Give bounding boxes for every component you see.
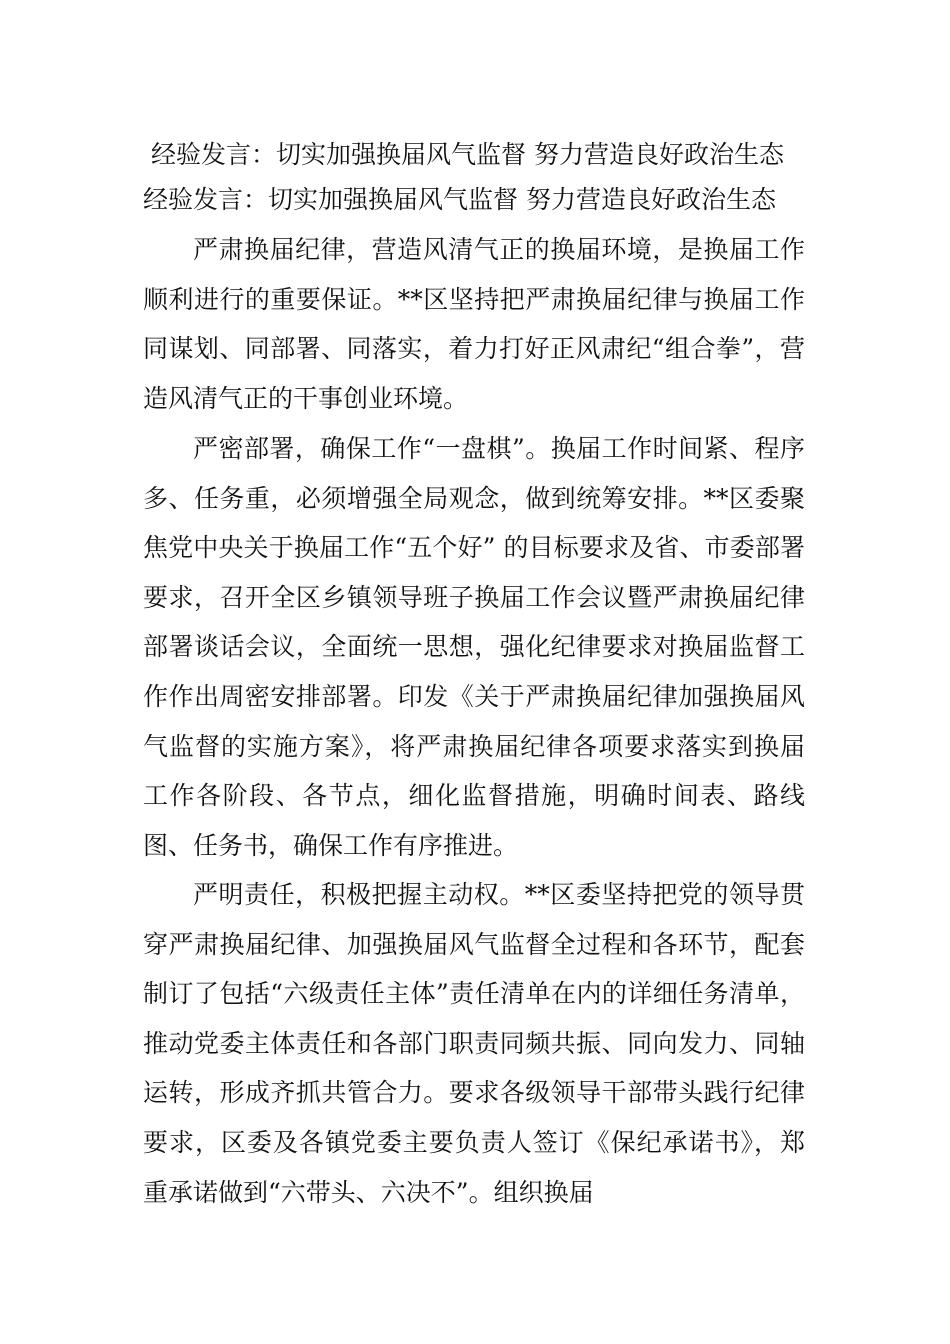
paragraph-deployment: 严密部署，确保工作“一盘棋”。换届工作时间紧、程序多、任务重，必须增强全局观念，做到统筹安排。**区委聚焦党中央关于换届工作“五个好” 的目标要求及省、市委部署要求，召开全区乡镇领导班子换届工作会议暨严肃换届纪律部署谈话会议，全面统一思想，强化纪律要求对换届监督工作作出周密安排部署。印发《关于严肃换届纪律加强换届风气监督的实施方案》，将严肃换届纪律各项要求落实到换届工作各阶段、各节点，细化监督措施，明确时间表、路线图、任务书，确保工作有序推进。 [143,434,805,860]
paragraph-responsibility: 严明责任，积极把握主动权。**区委坚持把党的领导贯穿严肃换届纪律、加强换届风气监督全过程和各环节，配套制订了包括“六级责任主体”责任清单在内的详细任务清单，推动党委主体责任和各部门职责同频共振、同向发力、同轴运转，形成齐抓共管合力。要求各级领导干部带头践行纪律要求，区委及各镇党委主要负责人签订《保纪承诺书》，郑重承诺做到“六带头、六决不”。组织换届 [143,880,805,1207]
document-title-repeat: 经验发言：切实加强换届风气监督 努力营造良好政治生态 [143,185,776,214]
paragraph-intro: 严肃换届纪律，营造风清气正的换届环境，是换届工作顺利进行的重要保证。**区坚持把严肃换届纪律与换届工作同谋划、同部署、同落实，着力打好正风肃纪“组合拳”，营造风清气正的干事创业环境。 [143,235,805,413]
document-title: 经验发言：切实加强换届风气监督 努力营造良好政治生态 [151,140,784,169]
